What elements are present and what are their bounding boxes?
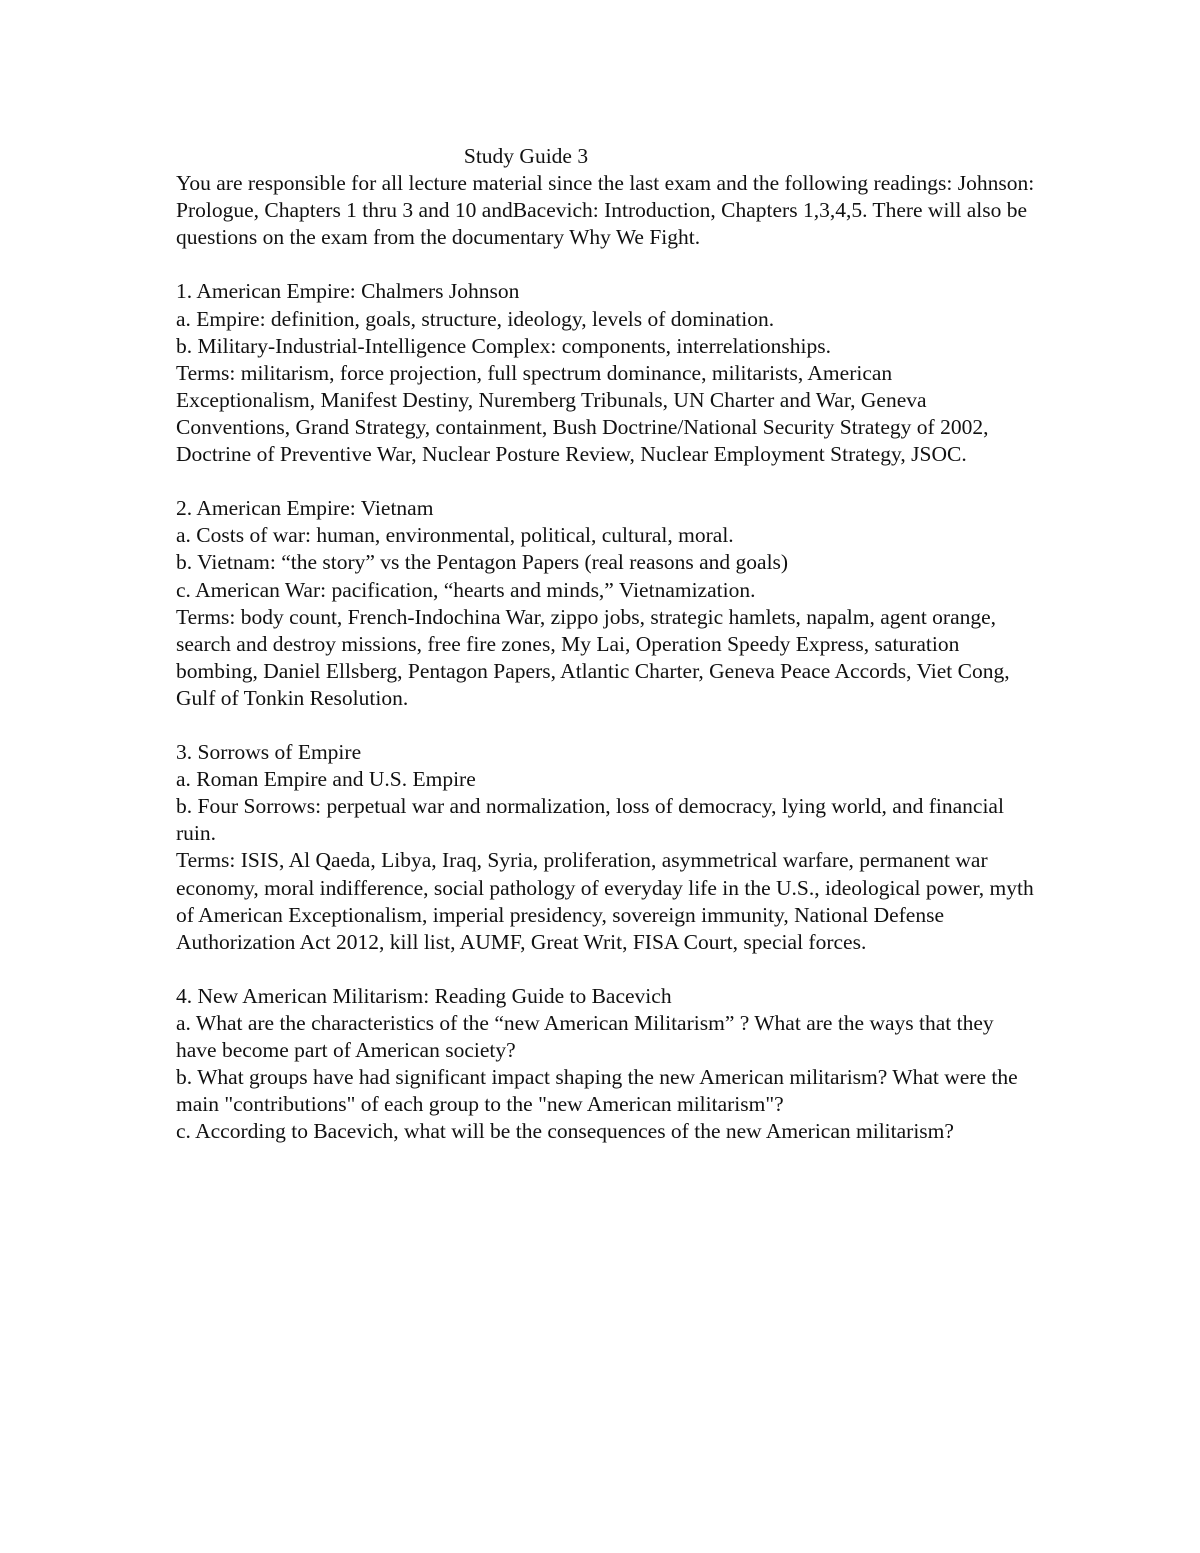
section-item: a. Empire: definition, goals, structure, ideology, levels of domination. (176, 306, 775, 331)
section-item: b. Military-Industrial-Intelligence Complex: components, interrelationships. (176, 333, 832, 358)
section-item: a. Roman Empire and U.S. Empire (176, 767, 476, 792)
section-item: a. What are the characteristics of the “new American Militarism” ? What are the ways that they have become part of American society? (176, 1011, 994, 1063)
section-item: b. What groups have had significant impact shaping the new American militarism? What were the main "contributions" of each group to the "new American militarism"? (176, 1065, 1018, 1117)
section-heading: 2. American Empire: Vietnam (176, 496, 434, 521)
section-new-american-militarism (176, 983, 1036, 1146)
section-item: c. American War: pacification, “hearts and minds,” Vietnamization. (176, 577, 756, 602)
document-body (176, 143, 1036, 1145)
document-title: Study Guide 3 (463, 144, 589, 168)
section-sorrows-of-empire (176, 739, 1036, 956)
section-heading: 3. Sorrows of Empire (176, 740, 362, 765)
section-heading: 4. New American Militarism: Reading Guide to Bacevich (176, 983, 672, 1008)
section-american-empire-johnson (176, 278, 1036, 468)
section-item: c. According to Bacevich, what will be the consequences of the new American militarism? (176, 1119, 954, 1144)
section-heading: 1. American Empire: Chalmers Johnson (176, 279, 520, 304)
section-terms: Terms: ISIS, Al Qaeda, Libya, Iraq, Syria, proliferation, asymmetrical warfare, permanent war economy, moral indifference, social pathology of everyday life in the U.S., ideological power, myth of American Exceptionalism, imperial presidency, sovereign immunity, National Defense Authorization Act 2012, kill list, AUMF, Great Writ, FISA Court, special forces. (176, 848, 1034, 954)
section-item: a. Costs of war: human, environmental, political, cultural, moral. (176, 523, 734, 548)
section-terms: Terms: militarism, force projection, full spectrum dominance, militarists, American Exceptionalism, Manifest Destiny, Nuremberg Tribunals, UN Charter and War, Geneva Conventions, Grand Strategy, containment, Bush Doctrine/National Security Strategy of 2002, Doctrine of Preventive War, Nuclear Posture Review, Nuclear Employment Strategy, JSOC. (176, 360, 989, 467)
section-item: b. Vietnam: “the story” vs the Pentagon Papers (real reasons and goals) (176, 550, 789, 575)
section-item: b. Four Sorrows: perpetual war and normalization, loss of democracy, lying world, and financial ruin. (176, 794, 1004, 846)
intro-paragraph: You are responsible for all lecture material since the last exam and the following readings: Johnson: Prologue, Chapters 1 thru 3 and 10 andBacevich: Introduction, Chapters 1,3,4,5. There will also be questions on the exam from the documentary Why We Fight. (176, 171, 1035, 250)
section-terms: Terms: body count, French-Indochina War, zippo jobs, strategic hamlets, napalm, agent orange, search and destroy missions, free fire zones, My Lai, Operation Speedy Express, saturation bombing, Daniel Ellsberg, Pentagon Papers, Atlantic Charter, Geneva Peace Accords, Viet Cong, Gulf of Tonkin Resolution. (176, 604, 1010, 710)
section-american-empire-vietnam (176, 495, 1036, 712)
